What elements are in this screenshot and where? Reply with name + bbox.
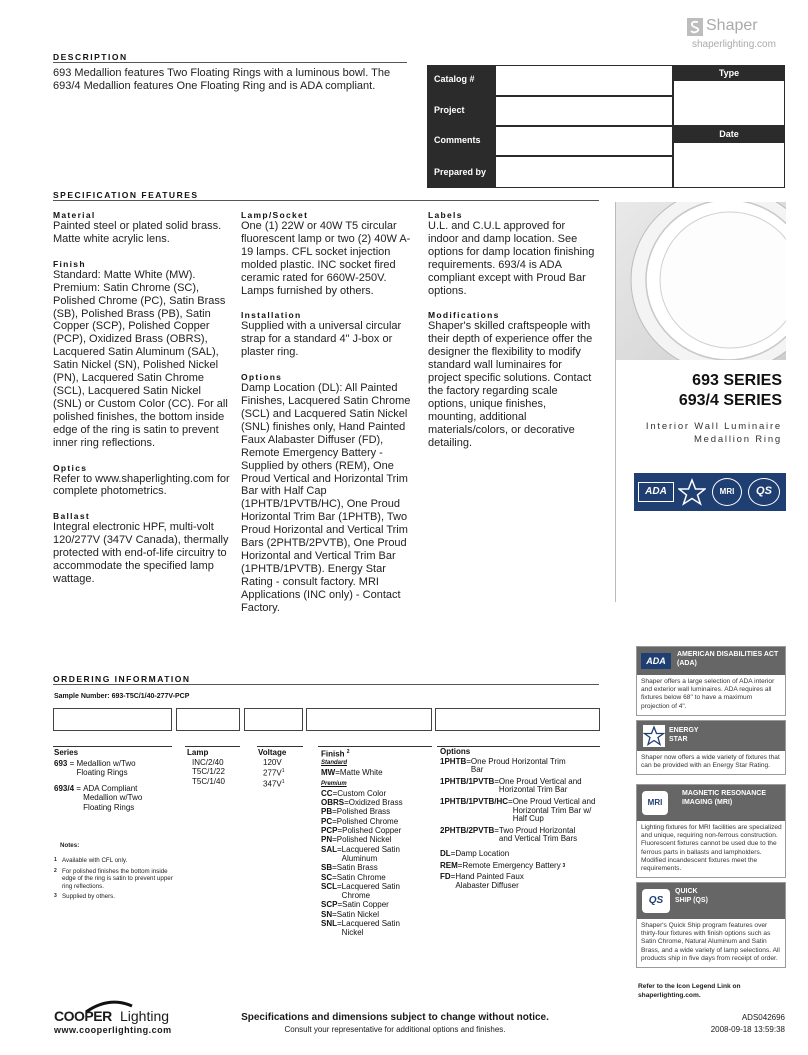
voltage-item: $347V^1$ bbox=[263, 779, 285, 789]
prepared-label: Prepared by bbox=[434, 167, 487, 177]
catalog-label: Catalog # bbox=[434, 74, 475, 84]
installation-text: Supplied with a universal circular strap for a standard 4" J-box or plaster ring. bbox=[241, 320, 402, 359]
quick-legend-text: Shaper's Quick Ship program features over thirty-four fixtures with finish options such as Satin Chrome, Natural Aluminum and Satin Brass, and a wide variety of lamp selections. All products ship in five days from receipt of order. bbox=[641, 922, 780, 962]
footer-notice: Specifications and dimensions subject to change without notice. bbox=[241, 1012, 549, 1023]
finish-item: SCP = Satin Copper bbox=[321, 900, 389, 910]
finish-premium-label: Premium bbox=[321, 780, 347, 787]
description-heading: DESCRIPTION bbox=[53, 52, 128, 62]
finish-item: PCP = Polished Copper bbox=[321, 826, 402, 836]
ordering-options bbox=[440, 748, 600, 893]
voltage-input-box[interactable] bbox=[244, 708, 303, 731]
options-title: Options bbox=[241, 372, 283, 383]
option-item: 2PHTB/2PVTB = Two Proud Horizontal and Vertical Trim Bars bbox=[440, 825, 578, 844]
lamp-item: T5C/1/22 bbox=[192, 767, 225, 776]
material-title: Material bbox=[53, 210, 96, 220]
spec-column-2 bbox=[241, 210, 419, 623]
option-item: DL = Damp Location bbox=[440, 848, 510, 858]
spec-heading: SPECIFICATION FEATURES bbox=[53, 190, 199, 200]
options-heading: Options bbox=[440, 747, 471, 756]
option-item: 1PHTB/1PVTB = One Proud Vertical and Horizontal Trim Bar bbox=[440, 776, 582, 795]
note-item: 1 Available with CFL only. bbox=[54, 857, 128, 865]
ada-legend-icon: ADA bbox=[641, 653, 671, 669]
ballast-title: Ballast bbox=[53, 511, 90, 522]
series-title-1: 693 SERIES bbox=[692, 372, 782, 389]
catalog-field[interactable] bbox=[496, 66, 672, 95]
product-photo bbox=[616, 202, 786, 360]
spec-column-1 bbox=[53, 210, 231, 595]
type-label: Type bbox=[718, 68, 740, 78]
description-rule bbox=[53, 62, 407, 63]
note-item: 3 Supplied by others. bbox=[54, 893, 115, 901]
cooper-name: COOPER bbox=[54, 1008, 112, 1024]
comments-field[interactable] bbox=[496, 127, 672, 155]
ada-legend-title: AMERICAN DISABILITIES ACT (ADA) bbox=[677, 651, 779, 667]
product-subtitle-1: Interior Wall Luminaire bbox=[645, 421, 782, 432]
mri-legend-text: Lighting fixtures for MRI facilities are specialized and unique, requiring non-ferrous construction. Fluorescent fixtures cannot be used due to the ferrous parts in ballasts and lampholders. Modified incandescent fixtures meet the requirements. bbox=[641, 824, 782, 873]
finish-title: Finish bbox=[53, 258, 86, 269]
installation-title: Installation bbox=[241, 310, 302, 321]
finish-item: SN = Satin Nickel bbox=[321, 909, 380, 919]
series-title: Series bbox=[54, 748, 79, 757]
cooper-lighting-logo bbox=[54, 1000, 184, 1024]
finish-input-box[interactable] bbox=[306, 708, 432, 731]
icon-strip bbox=[634, 473, 786, 511]
labels-text: U.L. and C.U.L approved for indoor and damp location. See options for damp location finishing requirements. 693/4 is ADA compliant except with Proud Bar options. bbox=[428, 220, 595, 297]
material-text: Painted steel or plated solid brass. Matte white acrylic lens. bbox=[53, 220, 222, 245]
shaper-logo-mark bbox=[687, 18, 703, 36]
options-input-box[interactable] bbox=[435, 708, 600, 731]
labels-title: Labels bbox=[428, 210, 463, 220]
finish-item: MW=Matte White bbox=[321, 768, 383, 778]
legend-refer-link[interactable]: Refer to the Icon Legend Link on shaperlighting.com. bbox=[638, 983, 741, 999]
series-input-box[interactable] bbox=[53, 708, 172, 731]
series-item: 693 = Medallion w/Two Floating Rings bbox=[54, 758, 136, 777]
energy-star-legend-icon bbox=[643, 725, 665, 747]
sample-number: Sample Number: 693-T5C/1/40-277V-PCP bbox=[54, 693, 190, 700]
lamp-socket-text: One (1) 22W or 40W T5 circular fluorescent lamp or two (2) 40W A-19 lamps. CFL socket injection molded plastic. INC socket fired ceramic rated for 660W-250V. Lamps furnished by others. bbox=[241, 220, 411, 297]
date-label: Date bbox=[719, 129, 739, 139]
brand-url[interactable]: shaperlighting.com bbox=[692, 39, 776, 50]
ordering-rule bbox=[53, 684, 599, 685]
energy-star-icon bbox=[678, 478, 706, 506]
footer-consult: Consult your representative for additional options and finishes. bbox=[284, 1025, 506, 1034]
ordering-series bbox=[54, 748, 172, 812]
prepared-field[interactable] bbox=[496, 157, 672, 187]
quick-legend-title: QUICK SHIP (QS) bbox=[675, 888, 708, 904]
legend-energy-star bbox=[636, 720, 786, 775]
ballast-text: Integral electronic HPF, multi-volt 120/277V (347V Canada), thermally protected with end-of-life circuitry to accommodate the specified lamp wattage. bbox=[53, 521, 229, 585]
finish-item: SC = Satin Chrome bbox=[321, 872, 386, 882]
ordering-lamp bbox=[187, 748, 242, 786]
option-item: FD = Hand Painted Faux Alabaster Diffuser bbox=[440, 872, 524, 890]
modifications-text: Shaper's skilled craftspeople with their depth of experience offer the designer the flexibility to modify standard wall luminaires for project specific solutions. Contact the factory regarding scale options, unique finishes, mounting, additional materials/colors, or decorative detailing. bbox=[428, 320, 593, 449]
finish-item: SNL = Lacquered Satin Nickel bbox=[321, 919, 400, 938]
lamp-item: T5C/1/40 bbox=[192, 776, 225, 786]
legend-mri bbox=[636, 784, 786, 878]
energy-legend-title: ENERGY STAR bbox=[669, 727, 699, 743]
shaper-logo bbox=[687, 17, 787, 37]
finish-text: Standard: Matte White (MW). Premium: Satin Chrome (SC), Polished Chrome (PC), Satin Brass (SB), Polished Brass (PB), Satin Copper (SCP), Polished Copper (PCP), Oxidized Brass (OBRS), Lacquered Satin Aluminum (SAL), Satin Nickel (SN), Polished Nickel (PN), Lacquered Satin Chrome (SCL), Lacquered Satin Nickel (SNL) or Custom Color (CC). For all polished finishes, the bottom inside edge of the ring is satin to prevent inner ring reflections. bbox=[53, 268, 228, 449]
finish-bracket bbox=[318, 746, 432, 747]
finish-standard-label: Standard bbox=[321, 759, 348, 766]
medallion-ring-illustration bbox=[616, 202, 786, 360]
voltage-item: 120V bbox=[263, 757, 282, 767]
notes-title: Notes: bbox=[60, 842, 80, 849]
option-item: REM = Remote Emergency Battery 3 bbox=[440, 860, 566, 870]
ordering-heading: ORDERING INFORMATION bbox=[53, 674, 191, 684]
ordering-notes bbox=[54, 842, 179, 900]
finish-item: SB = Satin Brass bbox=[321, 863, 378, 873]
ordering-finish bbox=[321, 748, 433, 938]
finish-item: SCL = Lacquered Satin Chrome bbox=[321, 881, 400, 901]
series-bracket bbox=[53, 746, 172, 747]
lamp-item: INC/2/40 bbox=[192, 757, 224, 767]
lighting-name: Lighting bbox=[120, 1008, 170, 1024]
series-item: 693/4 = ADA Compliant Medallion w/Two Floating Rings bbox=[54, 783, 143, 812]
mri-legend-icon: MRI bbox=[642, 791, 668, 815]
finish-item: OBRS = Oxidized Brass bbox=[321, 798, 403, 808]
series-title-2: 693/4 SERIES bbox=[678, 392, 782, 409]
brand-name: Shaper bbox=[706, 17, 758, 34]
finish-item: SAL = Lacquered Satin Aluminum bbox=[321, 844, 400, 863]
mri-icon: MRI bbox=[712, 478, 742, 506]
option-item: 1PHTB/1PVTB/HC = One Proud Vertical and Horizontal Trim Bar w/ Half Cup bbox=[440, 796, 596, 824]
modifications-title: Modifications bbox=[428, 310, 500, 321]
project-field[interactable] bbox=[496, 97, 672, 125]
lamp-socket-title: Lamp/Socket bbox=[241, 210, 309, 220]
type-field[interactable] bbox=[674, 81, 784, 125]
finish-heading: Finish $^2$ bbox=[321, 749, 350, 759]
lamp-input-box[interactable] bbox=[176, 708, 240, 731]
comments-label: Comments bbox=[434, 135, 481, 145]
optics-text: Refer to www.shaperlighting.com for complete photometrics. bbox=[53, 472, 230, 498]
lamp-title: Lamp bbox=[187, 748, 209, 757]
quick-ship-legend-icon: QS bbox=[642, 889, 670, 913]
mri-legend-title: MAGNETIC RESONANCE IMAGING (MRI) bbox=[682, 790, 767, 806]
energy-legend-text: Shaper now offers a wide variety of fixtures that can be provided with an Energy Star Rating. bbox=[641, 754, 780, 770]
optics-title: Optics bbox=[53, 462, 88, 473]
doc-id: ADS042696 bbox=[741, 1013, 785, 1022]
voltage-bracket bbox=[257, 746, 303, 747]
legend-ada bbox=[636, 646, 786, 716]
ordering-voltage bbox=[258, 748, 304, 789]
quick-ship-icon: QS bbox=[748, 478, 780, 506]
ada-legend-text: Shaper offers a large selection of ADA interior and exterior wall luminaires. ADA requires all fixtures below 68" to have a maximum projection of 4". bbox=[641, 678, 775, 710]
project-label: Project bbox=[434, 105, 465, 115]
ada-icon: ADA bbox=[638, 482, 674, 502]
finish-item: PC = Polished Chrome bbox=[321, 816, 399, 826]
cooper-url[interactable]: www.cooperlighting.com bbox=[54, 1025, 172, 1035]
lamp-bracket bbox=[185, 746, 240, 747]
option-item: 1PHTB = One Proud Horizontal Trim Bar bbox=[440, 756, 566, 775]
date-field[interactable] bbox=[674, 143, 784, 187]
catalog-box bbox=[427, 65, 785, 188]
spec-rule bbox=[53, 200, 599, 201]
legend-quick-ship bbox=[636, 882, 786, 968]
product-subtitle-2: Medallion Ring bbox=[693, 434, 782, 445]
finish-item: CC = Custom Color bbox=[321, 788, 387, 798]
voltage-item: $277V^1$ bbox=[263, 768, 285, 778]
spec-column-3 bbox=[428, 210, 596, 459]
finish-item: PN = Polished Nickel bbox=[321, 835, 392, 845]
doc-timestamp: 2008-09-18 13:59:38 bbox=[710, 1025, 785, 1034]
description-text: 693 Medallion features Two Floating Rings with a luminous bowl. The 693/4 Medallion features One Floating Ring and is ADA compliant. bbox=[53, 67, 391, 92]
finish-item: PB = Polished Brass bbox=[321, 807, 391, 817]
voltage-title: Voltage bbox=[258, 748, 287, 757]
options-text: Damp Location (DL): All Painted Finishes, Lacquered Satin Chrome (SCL) and Lacquered Satin Nickel (SNL) finishes only, Hand Painted Faux Alabaster Diffuser (FD), Remote Emergency Battery - Supplied by others (REM), One Proud Vertical and Horizontal Trim Bar with Half Cap (1PHTB/1PVTB/HC), One Proud Horizontal Trim Bar (1PHTB), Two Proud Horizontal and Vertical Trim Bars (2PHTB/2PVTB), One Proud Horizontal and Vertical Trim Bar (1PHTB/1PVTB). Energy Star Rating - consult factory. MRI Applications (INC only) - Contact Factory. bbox=[241, 382, 411, 614]
note-item: 2 For polished finishes the bottom inside edge of the ring is satin to prevent upper ring reflections. bbox=[54, 867, 173, 890]
